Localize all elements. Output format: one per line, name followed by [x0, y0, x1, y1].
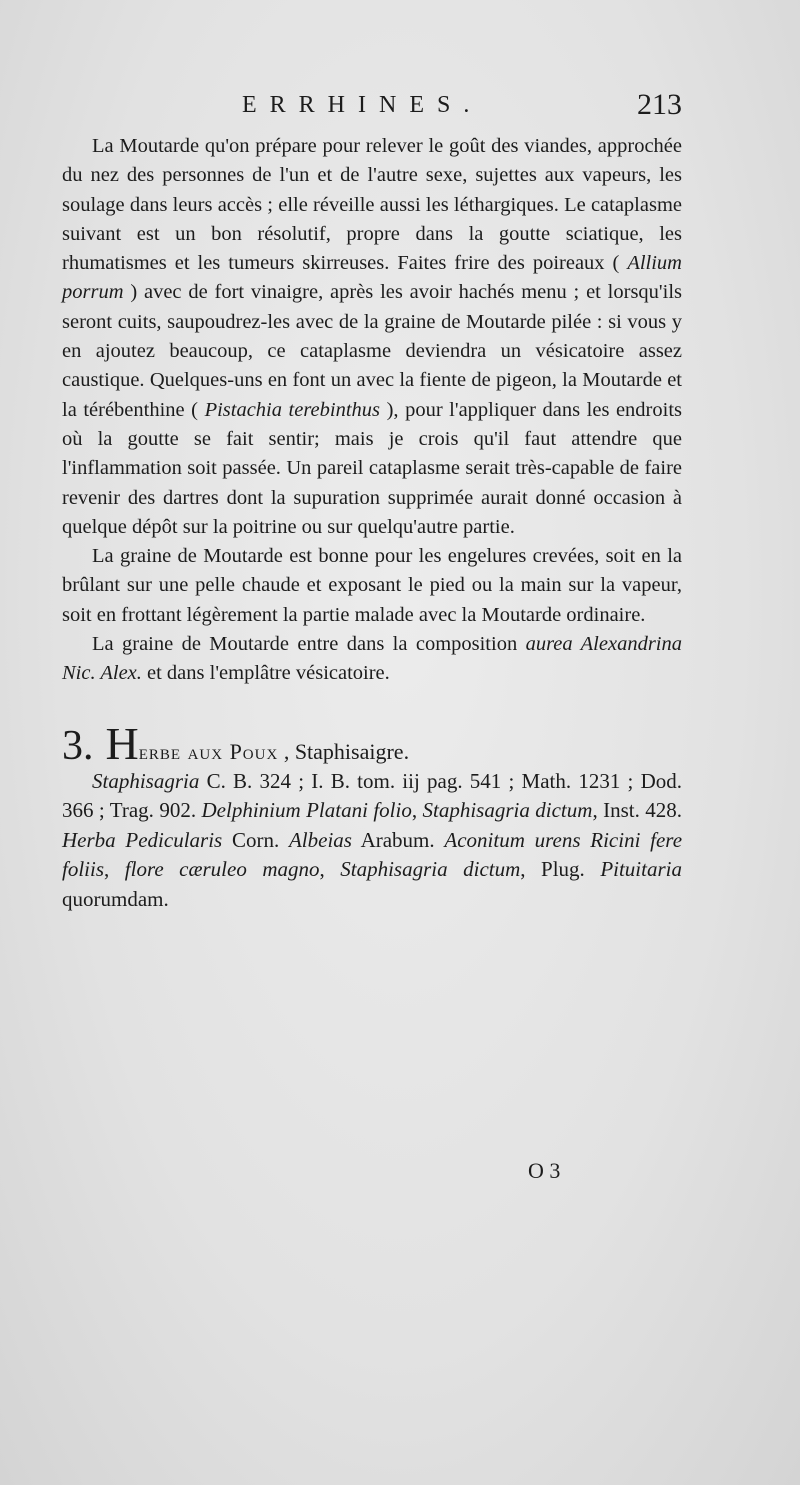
section-title: erbe aux Poux	[138, 738, 279, 764]
ref-segment: Corn.	[222, 827, 289, 852]
botanical-references	[62, 767, 682, 915]
paragraph-engelures	[62, 542, 682, 630]
text-segment: et dans l'emplâtre vésicatoire.	[141, 662, 390, 685]
ref-segment: ,	[104, 857, 125, 882]
signature-mark: O 3	[528, 1158, 561, 1183]
page-body	[62, 132, 682, 914]
ref-segment: Staphisagria dictum	[340, 857, 521, 882]
page-header	[62, 88, 682, 132]
ref-segment: , Inst. 428.	[592, 798, 683, 823]
ref-segment: Albeias	[288, 827, 352, 852]
ref-segment: Staphisagria dictum	[422, 798, 593, 823]
ref-segment: Staphisagria	[92, 768, 200, 793]
section-number: 3.	[62, 722, 94, 769]
ref-segment: Aconitum urens Ricini fere foliis	[62, 827, 683, 882]
text-segment: La graine de Moutarde entre dans la composition	[92, 633, 526, 656]
page-number: 213	[637, 88, 682, 121]
latin-name: Allium porrum	[62, 252, 682, 304]
ref-segment: flore cæruleo magno	[124, 857, 320, 882]
ref-segment: , Plug.	[520, 857, 601, 882]
ref-segment: Herba Pedicularis	[62, 827, 223, 852]
ref-segment: Delphinium Platani folio	[201, 798, 412, 823]
paragraph-moutarde-uses	[62, 132, 682, 542]
running-title: ERRHINES.	[242, 92, 483, 118]
ref-segment: ,	[411, 798, 423, 823]
ref-segment: C. B. 324 ; I. B. tom. iij pag. 541 ; Math. 1231 ; Dod. 366 ; Trag. 902.	[62, 768, 682, 823]
ref-segment: Pituitaria	[600, 857, 682, 882]
text-segment: La Moutarde qu'on prépare pour relever le goût des viandes, approchée du nez des personnes de l'un et de l'autre sexe, sujettes aux vapeurs, les soulage dans leurs accès ; elle réveille aussi les léthargiques. Le cataplasme suivant est un bon résolutif, propre dans la goutte sciatique, les rhumatismes et les tumeurs skirreuses. Faites frire des poireaux (	[62, 135, 682, 275]
section-subtitle: , Staphisaigre.	[283, 738, 410, 764]
latin-name: Pistachia terebinthus	[204, 398, 381, 421]
section-initial: H	[105, 717, 139, 769]
ref-segment: ,	[319, 857, 341, 882]
ref-segment: Arabum.	[351, 827, 445, 852]
text-segment: La graine de Moutarde est bonne pour les engelures crevées, soit en la brûlant sur une pelle chaude et exposant le pied ou la main sur la vapeur, soit en frottant légèrement la partie malade avec la Moutarde ordinaire.	[62, 545, 682, 626]
ref-segment: quorumdam.	[62, 886, 169, 911]
text-segment: ) avec de fort vinaigre, après les avoir hachés menu ; et lorsqu'ils seront cuits, saupoudrez-les avec de la graine de Moutarde pilée : si vous y en ajoutez beaucoup, ce cataplasme deviendra un vésicatoire assez caustique. Quelques-uns en font un avec la fiente de pigeon, la Moutarde et la térébenthine (	[62, 281, 682, 421]
section-heading	[62, 717, 682, 769]
paragraph-composition	[62, 630, 682, 689]
text-segment: ), pour l'appliquer dans les endroits où la goutte se fait sentir; mais je crois qu'il faut attendre que l'inflammation soit passée. Un pareil cataplasme serait très-capable de faire revenir des dartres dont la supuration supprimée aurait donné occasion à quelque dépôt sur la poitrine ou sur quelqu'autre partie.	[62, 398, 683, 538]
latin-name: aurea Alexandrina Nic. Alex.	[62, 633, 682, 685]
